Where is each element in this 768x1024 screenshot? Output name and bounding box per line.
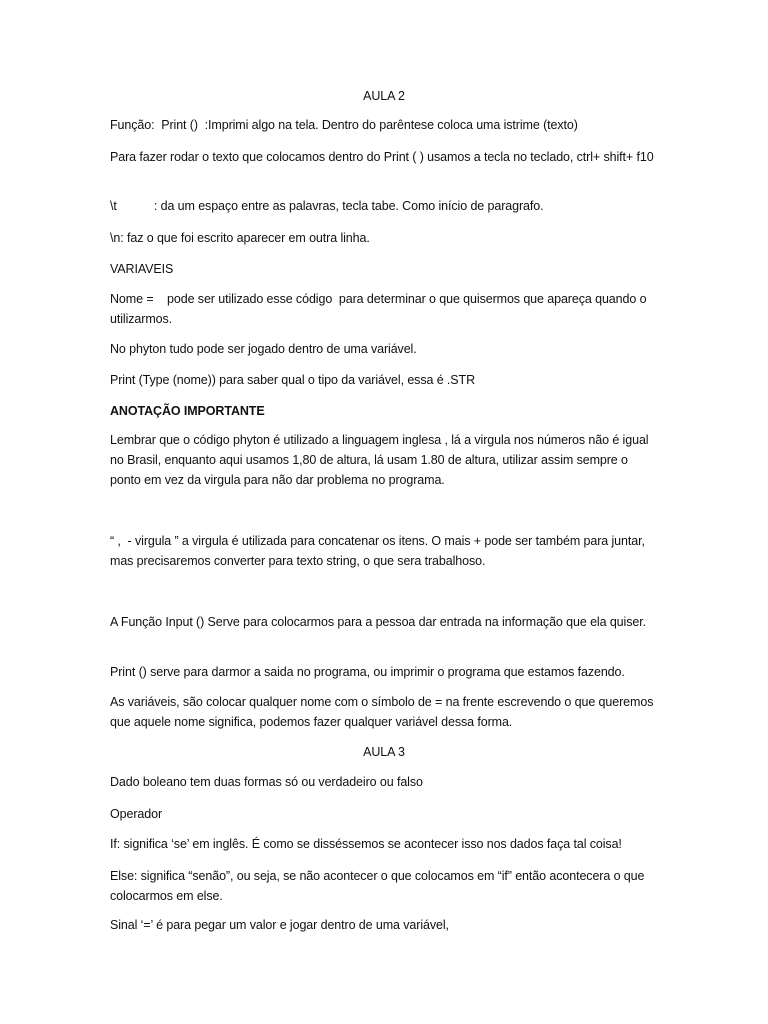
- paragraph-tab: \t : da um espaço entre as palavras, tecla tabe. Como início de paragrafo.: [110, 199, 544, 213]
- paragraph-print-type: Print (Type (nome)) para saber qual o tipo da variável, essa é .STR: [110, 373, 475, 387]
- paragraph-nome: Nome = pode ser utilizado esse código para determinar o que quisermos que apareça quando o utilizarmos.: [110, 292, 650, 326]
- paragraph-operador: Operador: [110, 807, 163, 821]
- paragraph-boleano: Dado boleano tem duas formas só ou verdadeiro ou falso: [110, 775, 423, 789]
- heading-anotacao-importante: ANOTAÇÃO IMPORTANTE: [110, 404, 265, 418]
- paragraph-else: Else: significa “senão”, ou seja, se não acontecer o que colocamos em “if” então acontecera o que colocarmos em else.: [110, 869, 648, 903]
- paragraph-funcao-print: Função: Print () :Imprimi algo na tela. Dentro do parêntese coloca uma istrime (texto): [110, 118, 578, 132]
- paragraph-if: If: significa ‘se’ em inglês. É como se disséssemos se acontecer isso nos dados faça tal coisa!: [110, 837, 622, 851]
- paragraph-phyton-variavel: No phyton tudo pode ser jogado dentro de uma variável.: [110, 342, 417, 356]
- paragraph-rodar-texto: Para fazer rodar o texto que colocamos dentro do Print ( ) usamos a tecla no teclado, ctrl+ shift+ f10: [110, 150, 654, 164]
- paragraph-variaveis: As variáveis, são colocar qualquer nome com o símbolo de = na frente escrevendo o que queremos que aquele nome significa, podemos fazer qualquer variável dessa forma.: [110, 695, 657, 729]
- paragraph-newline: \n: faz o que foi escrito aparecer em outra linha.: [110, 231, 370, 245]
- paragraph-virgula: “ , - virgula ” a virgula é utilizada para concatenar os itens. O mais + pode ser também para juntar, mas precisaremos converter para texto string, o que sera trabalhoso.: [110, 534, 649, 568]
- paragraph-sinal-igual: Sinal ‘=’ é para pegar um valor e jogar dentro de uma variável,: [110, 918, 449, 932]
- paragraph-print-saida: Print () serve para darmor a saida no programa, ou imprimir o programa que estamos fazendo.: [110, 665, 625, 679]
- paragraph-funcao-input: A Função Input () Serve para colocarmos para a pessoa dar entrada na informação que ela quiser.: [110, 615, 646, 629]
- paragraph-lembrar: Lembrar que o código phyton é utilizado a linguagem inglesa , lá a virgula nos números não é igual no Brasil, enquanto aqui usamos 1,80 de altura, lá usam 1.80 de altura, utilizar assim sempre o ponto em vez da virgula para não dar problema no programa.: [110, 433, 652, 487]
- heading-aula-2: AULA 2: [363, 89, 405, 103]
- heading-aula-3: AULA 3: [363, 745, 405, 759]
- heading-variaveis: VARIAVEIS: [110, 262, 174, 276]
